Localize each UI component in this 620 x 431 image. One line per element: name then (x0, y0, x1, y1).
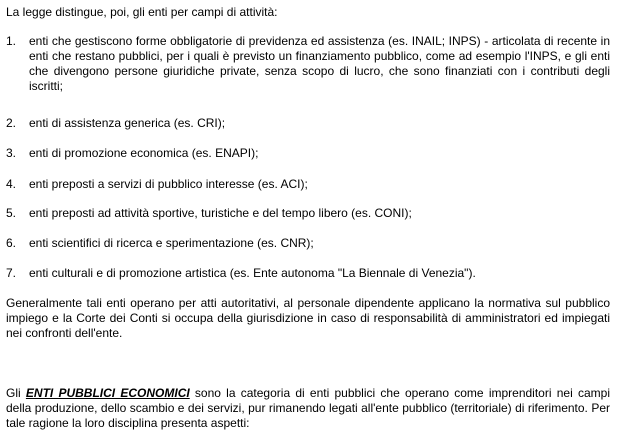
list-item-text: enti culturali e di promozione artistica (es. Ente autonoma "La Biennale di Venezia"). (29, 266, 476, 280)
list-item (6, 206, 610, 221)
list-item-number: 7. (6, 266, 17, 280)
economic-entities-paragraph (6, 386, 610, 431)
economic-paragraph-suffix: sono la categoria di enti pubblici che operano come imprenditori nei campi della produzione, dello scambio e dei servizi, pur rimanendo legati all'ente pubblico (territoriale) di riferimento. Per tale ragione la loro disciplina presenta aspetti: (6, 386, 610, 430)
list-item (6, 146, 610, 161)
list-item (6, 236, 610, 251)
list-item-number: 4. (6, 177, 17, 191)
economic-entities-term: ENTI PUBBLICI ECONOMICI (25, 386, 190, 400)
document-page (6, 5, 610, 431)
list-item-number: 6. (6, 236, 17, 250)
list-item-text: enti preposti ad attività sportive, turistiche e del tempo libero (es. CONI); (29, 206, 412, 220)
list-item (6, 116, 610, 131)
list-item (6, 266, 610, 281)
intro-sentence: La legge distingue, poi, gli enti per campi di attività: (6, 5, 278, 19)
list-item-number: 3. (6, 146, 17, 160)
list-item-number: 1. (6, 34, 17, 48)
list-item-text: enti di assistenza generica (es. CRI); (29, 116, 226, 130)
list-item-text: enti di promozione economica (es. ENAPI); (29, 146, 259, 160)
activity-list (6, 34, 610, 281)
list-item-text: enti che gestiscono forme obbligatorie di previdenza ed assistenza (es. INAIL; INPS) - articolata di recente in enti che restano pubblici, per i quali è previsto un finanziamento pubblico, come ad esempio l'INPS, e gli enti che divengono persone giuridiche private, senza scopo di lucro, che sono finanziati con i contributi degli iscritti; (29, 34, 610, 93)
list-item-number: 2. (6, 116, 17, 130)
list-item-number: 5. (6, 206, 17, 220)
list-item (6, 34, 610, 94)
general-paragraph: Generalmente tali enti operano per atti autoritativi, al personale dipendente applicano la normativa sul pubblico impiego e la Corte dei Conti si occupa della giurisdizione in caso di responsabilità di amministratori ed impiegati nei confronti dell'ente. (6, 296, 610, 340)
list-item (6, 177, 610, 192)
economic-paragraph-prefix: Gli (6, 386, 26, 400)
list-item-text: enti scientifici di ricerca e sperimentazione (es. CNR); (29, 236, 314, 250)
list-item-text: enti preposti a servizi di pubblico interesse (es. ACI); (29, 177, 308, 191)
